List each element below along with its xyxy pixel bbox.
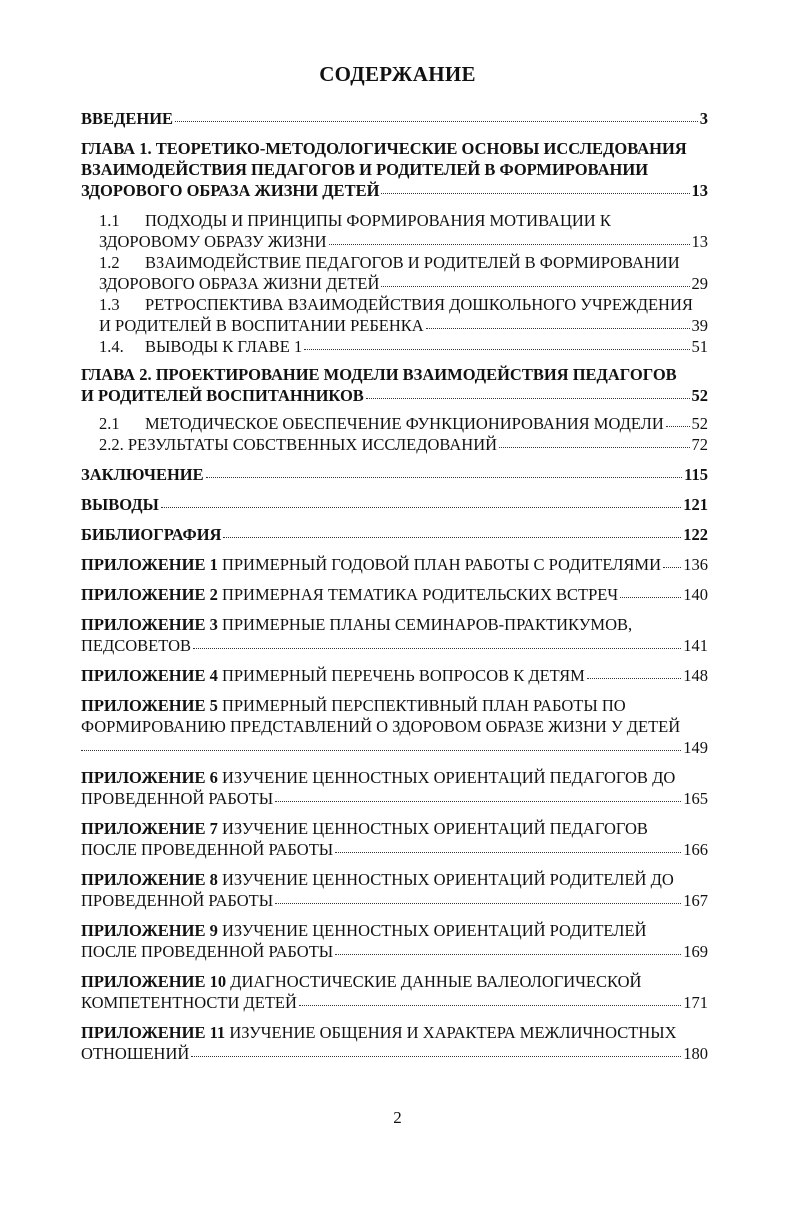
toc-entry-title: ПЕДСОВЕТОВ bbox=[81, 636, 192, 655]
toc-entry-appendix-8[interactable] bbox=[81, 869, 708, 911]
appendix-label: ПРИЛОЖЕНИЕ 2 bbox=[81, 585, 218, 604]
appendix-label: ПРИЛОЖЕНИЕ 10 bbox=[81, 972, 227, 991]
toc-entry-title: И РОДИТЕЛЕЙ В ВОСПИТАНИИ РЕБЕНКА bbox=[99, 316, 424, 335]
toc-entry-title: ДИАГНОСТИЧЕСКИЕ ДАННЫЕ ВАЛЕОЛОГИЧЕСКОЙ bbox=[230, 972, 642, 991]
dot-leader bbox=[191, 1042, 681, 1057]
toc-entry-title: ГЛАВА 1. ТЕОРЕТИКО-МЕТОДОЛОГИЧЕСКИЕ ОСНОВЫ ИССЛЕДОВАНИЯ bbox=[81, 139, 687, 158]
toc-entry-appendix-10[interactable] bbox=[81, 971, 708, 1013]
toc-page-number: 52 bbox=[691, 386, 708, 405]
toc-entry-title: 2.2. РЕЗУЛЬТАТЫ СОБСТВЕННЫХ ИССЛЕДОВАНИЙ bbox=[99, 435, 498, 454]
toc-entry-title: ВВЕДЕНИЕ bbox=[81, 109, 174, 128]
toc-page-number: 3 bbox=[699, 109, 708, 128]
toc-entry-title: ГЛАВА 2. ПРОЕКТИРОВАНИЕ МОДЕЛИ ВЗАИМОДЕЙСТВИЯ ПЕДАГОГОВ bbox=[81, 365, 677, 384]
dot-leader bbox=[304, 335, 689, 350]
toc-entry-title: ВЫВОДЫ К ГЛАВЕ 1 bbox=[145, 337, 303, 356]
table-of-contents bbox=[81, 108, 708, 1064]
toc-entry-title: ПОСЛЕ ПРОВЕДЕННОЙ РАБОТЫ bbox=[81, 942, 334, 961]
section-number: 1.2 bbox=[99, 253, 120, 272]
appendix-label: ПРИЛОЖЕНИЕ 1 bbox=[81, 555, 218, 574]
toc-entry-title: ФОРМИРОВАНИЮ ПРЕДСТАВЛЕНИЙ О ЗДОРОВОМ ОБРАЗЕ ЖИЗНИ У ДЕТЕЙ bbox=[81, 717, 681, 736]
toc-page-number: 115 bbox=[684, 465, 708, 484]
dot-leader bbox=[587, 664, 681, 679]
toc-page-number: 51 bbox=[691, 337, 708, 356]
dot-leader bbox=[426, 314, 690, 329]
toc-entry-title: ВЗАИМОДЕЙСТВИЯ ПЕДАГОГОВ И РОДИТЕЛЕЙ В ФОРМИРОВАНИИ bbox=[81, 160, 649, 179]
dot-leader bbox=[275, 889, 681, 904]
toc-entry-bibliography[interactable] bbox=[81, 524, 708, 545]
toc-entry-chapter-2[interactable] bbox=[81, 364, 708, 406]
dot-leader bbox=[663, 553, 681, 568]
toc-entry-section-1-2[interactable] bbox=[99, 252, 708, 294]
toc-entry-conclusion[interactable] bbox=[81, 464, 708, 485]
dot-leader bbox=[275, 787, 681, 802]
toc-entry-title: ИЗУЧЕНИЕ ЦЕННОСТНЫХ ОРИЕНТАЦИЙ РОДИТЕЛЕЙ ДО bbox=[221, 870, 674, 889]
toc-entry-title: ЗДОРОВОГО ОБРАЗА ЖИЗНИ ДЕТЕЙ bbox=[99, 274, 380, 293]
toc-entry-title: ПРИМЕРНЫЕ ПЛАНЫ СЕМИНАРОВ-ПРАКТИКУМОВ, bbox=[221, 615, 633, 634]
toc-entry-appendix-9[interactable] bbox=[81, 920, 708, 962]
toc-entry-appendix-4[interactable] bbox=[81, 665, 708, 686]
dot-leader bbox=[335, 940, 681, 955]
toc-page-number: 171 bbox=[683, 993, 708, 1012]
toc-entry-title: И РОДИТЕЛЕЙ ВОСПИТАННИКОВ bbox=[81, 386, 364, 405]
toc-page-number: 149 bbox=[683, 738, 708, 757]
appendix-label: ПРИЛОЖЕНИЕ 8 bbox=[81, 870, 218, 889]
section-number: 2.1 bbox=[99, 414, 120, 433]
toc-entry-title: МЕТОДИЧЕСКОЕ ОБЕСПЕЧЕНИЕ ФУНКЦИОНИРОВАНИЯ МОДЕЛИ bbox=[145, 414, 664, 433]
toc-entry-title: ПОДХОДЫ И ПРИНЦИПЫ ФОРМИРОВАНИЯ МОТИВАЦИИ К bbox=[145, 211, 611, 230]
toc-entry-title: ПРОВЕДЕННОЙ РАБОТЫ bbox=[81, 789, 274, 808]
dot-leader bbox=[175, 107, 698, 122]
toc-entry-findings[interactable] bbox=[81, 494, 708, 515]
toc-entry-title: ОТНОШЕНИЙ bbox=[81, 1044, 190, 1063]
dot-leader bbox=[223, 523, 681, 538]
toc-page-number: 13 bbox=[691, 181, 708, 200]
dot-leader bbox=[206, 463, 683, 478]
toc-entry-title: ПРОВЕДЕННОЙ РАБОТЫ bbox=[81, 891, 274, 910]
toc-entry-section-1-1[interactable] bbox=[99, 210, 708, 252]
toc-entry-title: ИЗУЧЕНИЕ ЦЕННОСТНЫХ ОРИЕНТАЦИЙ ПЕДАГОГОВ ДО bbox=[221, 768, 676, 787]
toc-entry-section-2-1[interactable] bbox=[99, 413, 708, 434]
toc-entry-appendix-5[interactable] bbox=[81, 695, 708, 758]
toc-entry-title: ПРИМЕРНЫЙ ПЕРСПЕКТИВНЫЙ ПЛАН РАБОТЫ ПО bbox=[221, 696, 626, 715]
page-title: СОДЕРЖАНИЕ bbox=[319, 62, 476, 86]
dot-leader bbox=[81, 736, 681, 751]
toc-entry-appendix-3[interactable] bbox=[81, 614, 708, 656]
toc-entry-title: ПРИМЕРНАЯ ТЕМАТИКА РОДИТЕЛЬСКИХ ВСТРЕЧ bbox=[221, 585, 619, 604]
toc-page-number: 166 bbox=[683, 840, 708, 859]
appendix-label: ПРИЛОЖЕНИЕ 5 bbox=[81, 696, 218, 715]
dot-leader bbox=[499, 433, 689, 448]
section-number: 1.3 bbox=[99, 295, 120, 314]
toc-entry-chapter-1[interactable] bbox=[81, 138, 708, 201]
toc-page-number: 29 bbox=[691, 274, 708, 293]
toc-entry-section-1-3[interactable] bbox=[99, 294, 708, 336]
toc-entry-title: ИЗУЧЕНИЕ ЦЕННОСТНЫХ ОРИЕНТАЦИЙ РОДИТЕЛЕЙ bbox=[221, 921, 647, 940]
toc-page-number: 72 bbox=[691, 435, 708, 454]
toc-page-number: 121 bbox=[683, 495, 708, 514]
toc-entry-title: ИЗУЧЕНИЕ ЦЕННОСТНЫХ ОРИЕНТАЦИЙ ПЕДАГОГОВ bbox=[221, 819, 648, 838]
toc-entry-title: ЗДОРОВОМУ ОБРАЗУ ЖИЗНИ bbox=[99, 232, 327, 251]
toc-page-number: 52 bbox=[691, 414, 708, 433]
dot-leader bbox=[366, 384, 690, 399]
toc-entry-title: ПРИМЕРНЫЙ ПЕРЕЧЕНЬ ВОПРОСОВ К ДЕТЯМ bbox=[221, 666, 585, 685]
toc-entry-title: ПОСЛЕ ПРОВЕДЕННОЙ РАБОТЫ bbox=[81, 840, 334, 859]
dot-leader bbox=[161, 493, 681, 508]
toc-entry-title: БИБЛИОГРАФИЯ bbox=[81, 525, 222, 544]
toc-entry-appendix-11[interactable] bbox=[81, 1022, 708, 1064]
appendix-label: ПРИЛОЖЕНИЕ 7 bbox=[81, 819, 218, 838]
toc-entry-section-2-2[interactable] bbox=[99, 434, 708, 455]
dot-leader bbox=[381, 272, 689, 287]
toc-entry-introduction[interactable] bbox=[81, 108, 708, 129]
toc-entry-section-1-4[interactable] bbox=[99, 336, 708, 357]
toc-entry-appendix-7[interactable] bbox=[81, 818, 708, 860]
section-number: 1.4. bbox=[99, 337, 124, 356]
toc-entry-appendix-1[interactable] bbox=[81, 554, 708, 575]
toc-entry-title: РЕТРОСПЕКТИВА ВЗАИМОДЕЙСТВИЯ ДОШКОЛЬНОГО УЧРЕЖДЕНИЯ bbox=[145, 295, 693, 314]
toc-page-number: 180 bbox=[683, 1044, 708, 1063]
dot-leader bbox=[193, 634, 681, 649]
toc-entry-title: ПРИМЕРНЫЙ ГОДОВОЙ ПЛАН РАБОТЫ С РОДИТЕЛЯМИ bbox=[221, 555, 662, 574]
page-number: 2 bbox=[393, 1108, 402, 1127]
toc-page-number: 167 bbox=[683, 891, 708, 910]
toc-page-number: 165 bbox=[683, 789, 708, 808]
toc-entry-title: КОМПЕТЕНТНОСТИ ДЕТЕЙ bbox=[81, 993, 297, 1012]
toc-entry-appendix-6[interactable] bbox=[81, 767, 708, 809]
dot-leader bbox=[381, 179, 689, 194]
appendix-label: ПРИЛОЖЕНИЕ 6 bbox=[81, 768, 218, 787]
toc-page-number: 13 bbox=[691, 232, 708, 251]
section-number: 1.1 bbox=[99, 211, 120, 230]
toc-entry-title: ВЗАИМОДЕЙСТВИЕ ПЕДАГОГОВ И РОДИТЕЛЕЙ В ФОРМИРОВАНИИ bbox=[145, 253, 680, 272]
dot-leader bbox=[335, 838, 681, 853]
dot-leader bbox=[299, 991, 681, 1006]
toc-page-number: 148 bbox=[683, 666, 708, 685]
appendix-label: ПРИЛОЖЕНИЕ 4 bbox=[81, 666, 218, 685]
toc-entry-appendix-2[interactable] bbox=[81, 584, 708, 605]
dot-leader bbox=[329, 230, 690, 245]
toc-entry-title: ИЗУЧЕНИЕ ОБЩЕНИЯ И ХАРАКТЕРА МЕЖЛИЧНОСТНЫХ bbox=[229, 1023, 677, 1042]
appendix-label: ПРИЛОЖЕНИЕ 9 bbox=[81, 921, 218, 940]
toc-page-number: 136 bbox=[683, 555, 708, 574]
appendix-label: ПРИЛОЖЕНИЕ 3 bbox=[81, 615, 218, 634]
toc-entry-title: ЗДОРОВОГО ОБРАЗА ЖИЗНИ ДЕТЕЙ bbox=[81, 181, 380, 200]
appendix-label: ПРИЛОЖЕНИЕ 11 bbox=[81, 1023, 226, 1042]
toc-page-number: 141 bbox=[683, 636, 708, 655]
toc-page-number: 39 bbox=[691, 316, 708, 335]
dot-leader bbox=[620, 583, 681, 598]
toc-page-number: 122 bbox=[683, 525, 708, 544]
dot-leader bbox=[666, 412, 690, 427]
toc-page-number: 169 bbox=[683, 942, 708, 961]
toc-page-number: 140 bbox=[683, 585, 708, 604]
toc-entry-title: ВЫВОДЫ bbox=[81, 495, 159, 514]
toc-entry-title: ЗАКЛЮЧЕНИЕ bbox=[81, 465, 204, 484]
